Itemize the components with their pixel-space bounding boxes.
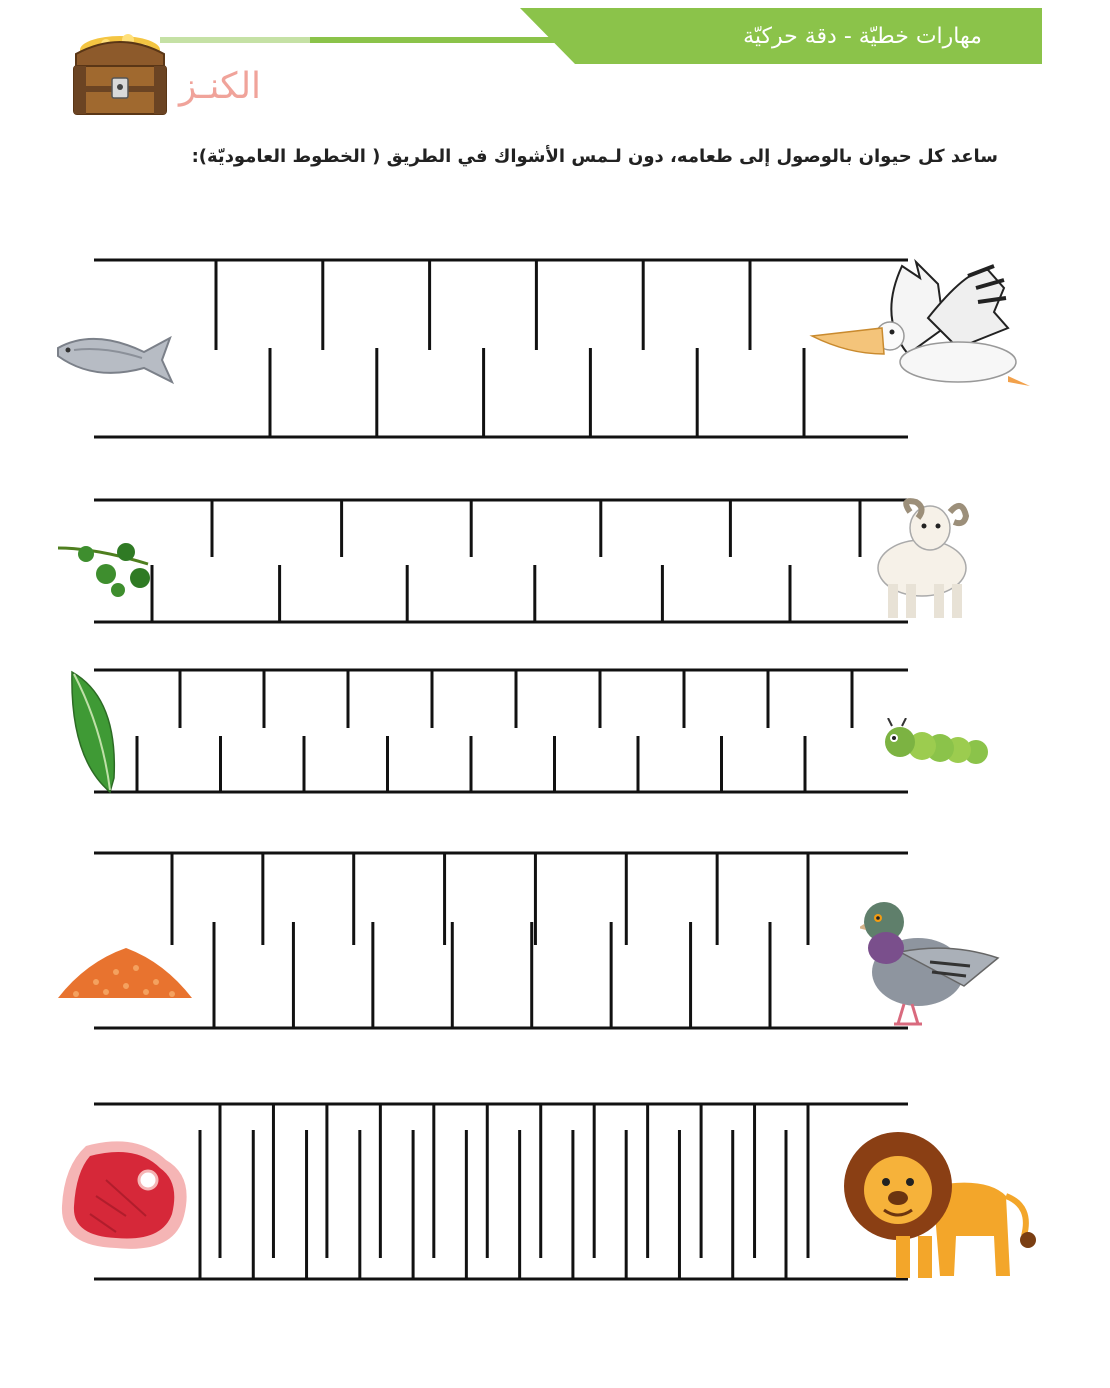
parsley-icon	[56, 534, 152, 600]
instruction-text: ساعد كل حيوان بالوصول إلى طعامه، دون لـمس الأشواك في الطريق ( الخطوط العاموديّة):	[191, 146, 998, 167]
goat-icon	[866, 498, 974, 626]
fish-icon	[54, 326, 174, 388]
brand-label: الكنـز	[178, 66, 262, 107]
caterpillar-icon	[880, 718, 992, 774]
leaf-icon	[66, 668, 120, 794]
meat-icon	[56, 1136, 196, 1256]
header-title: مهارات خطيّة - دقة حركيّة	[743, 24, 982, 49]
pelican-icon	[808, 258, 1036, 390]
lion-icon	[836, 1126, 1042, 1286]
lentils-icon	[56, 942, 194, 1002]
pigeon-icon	[860, 892, 1000, 1030]
